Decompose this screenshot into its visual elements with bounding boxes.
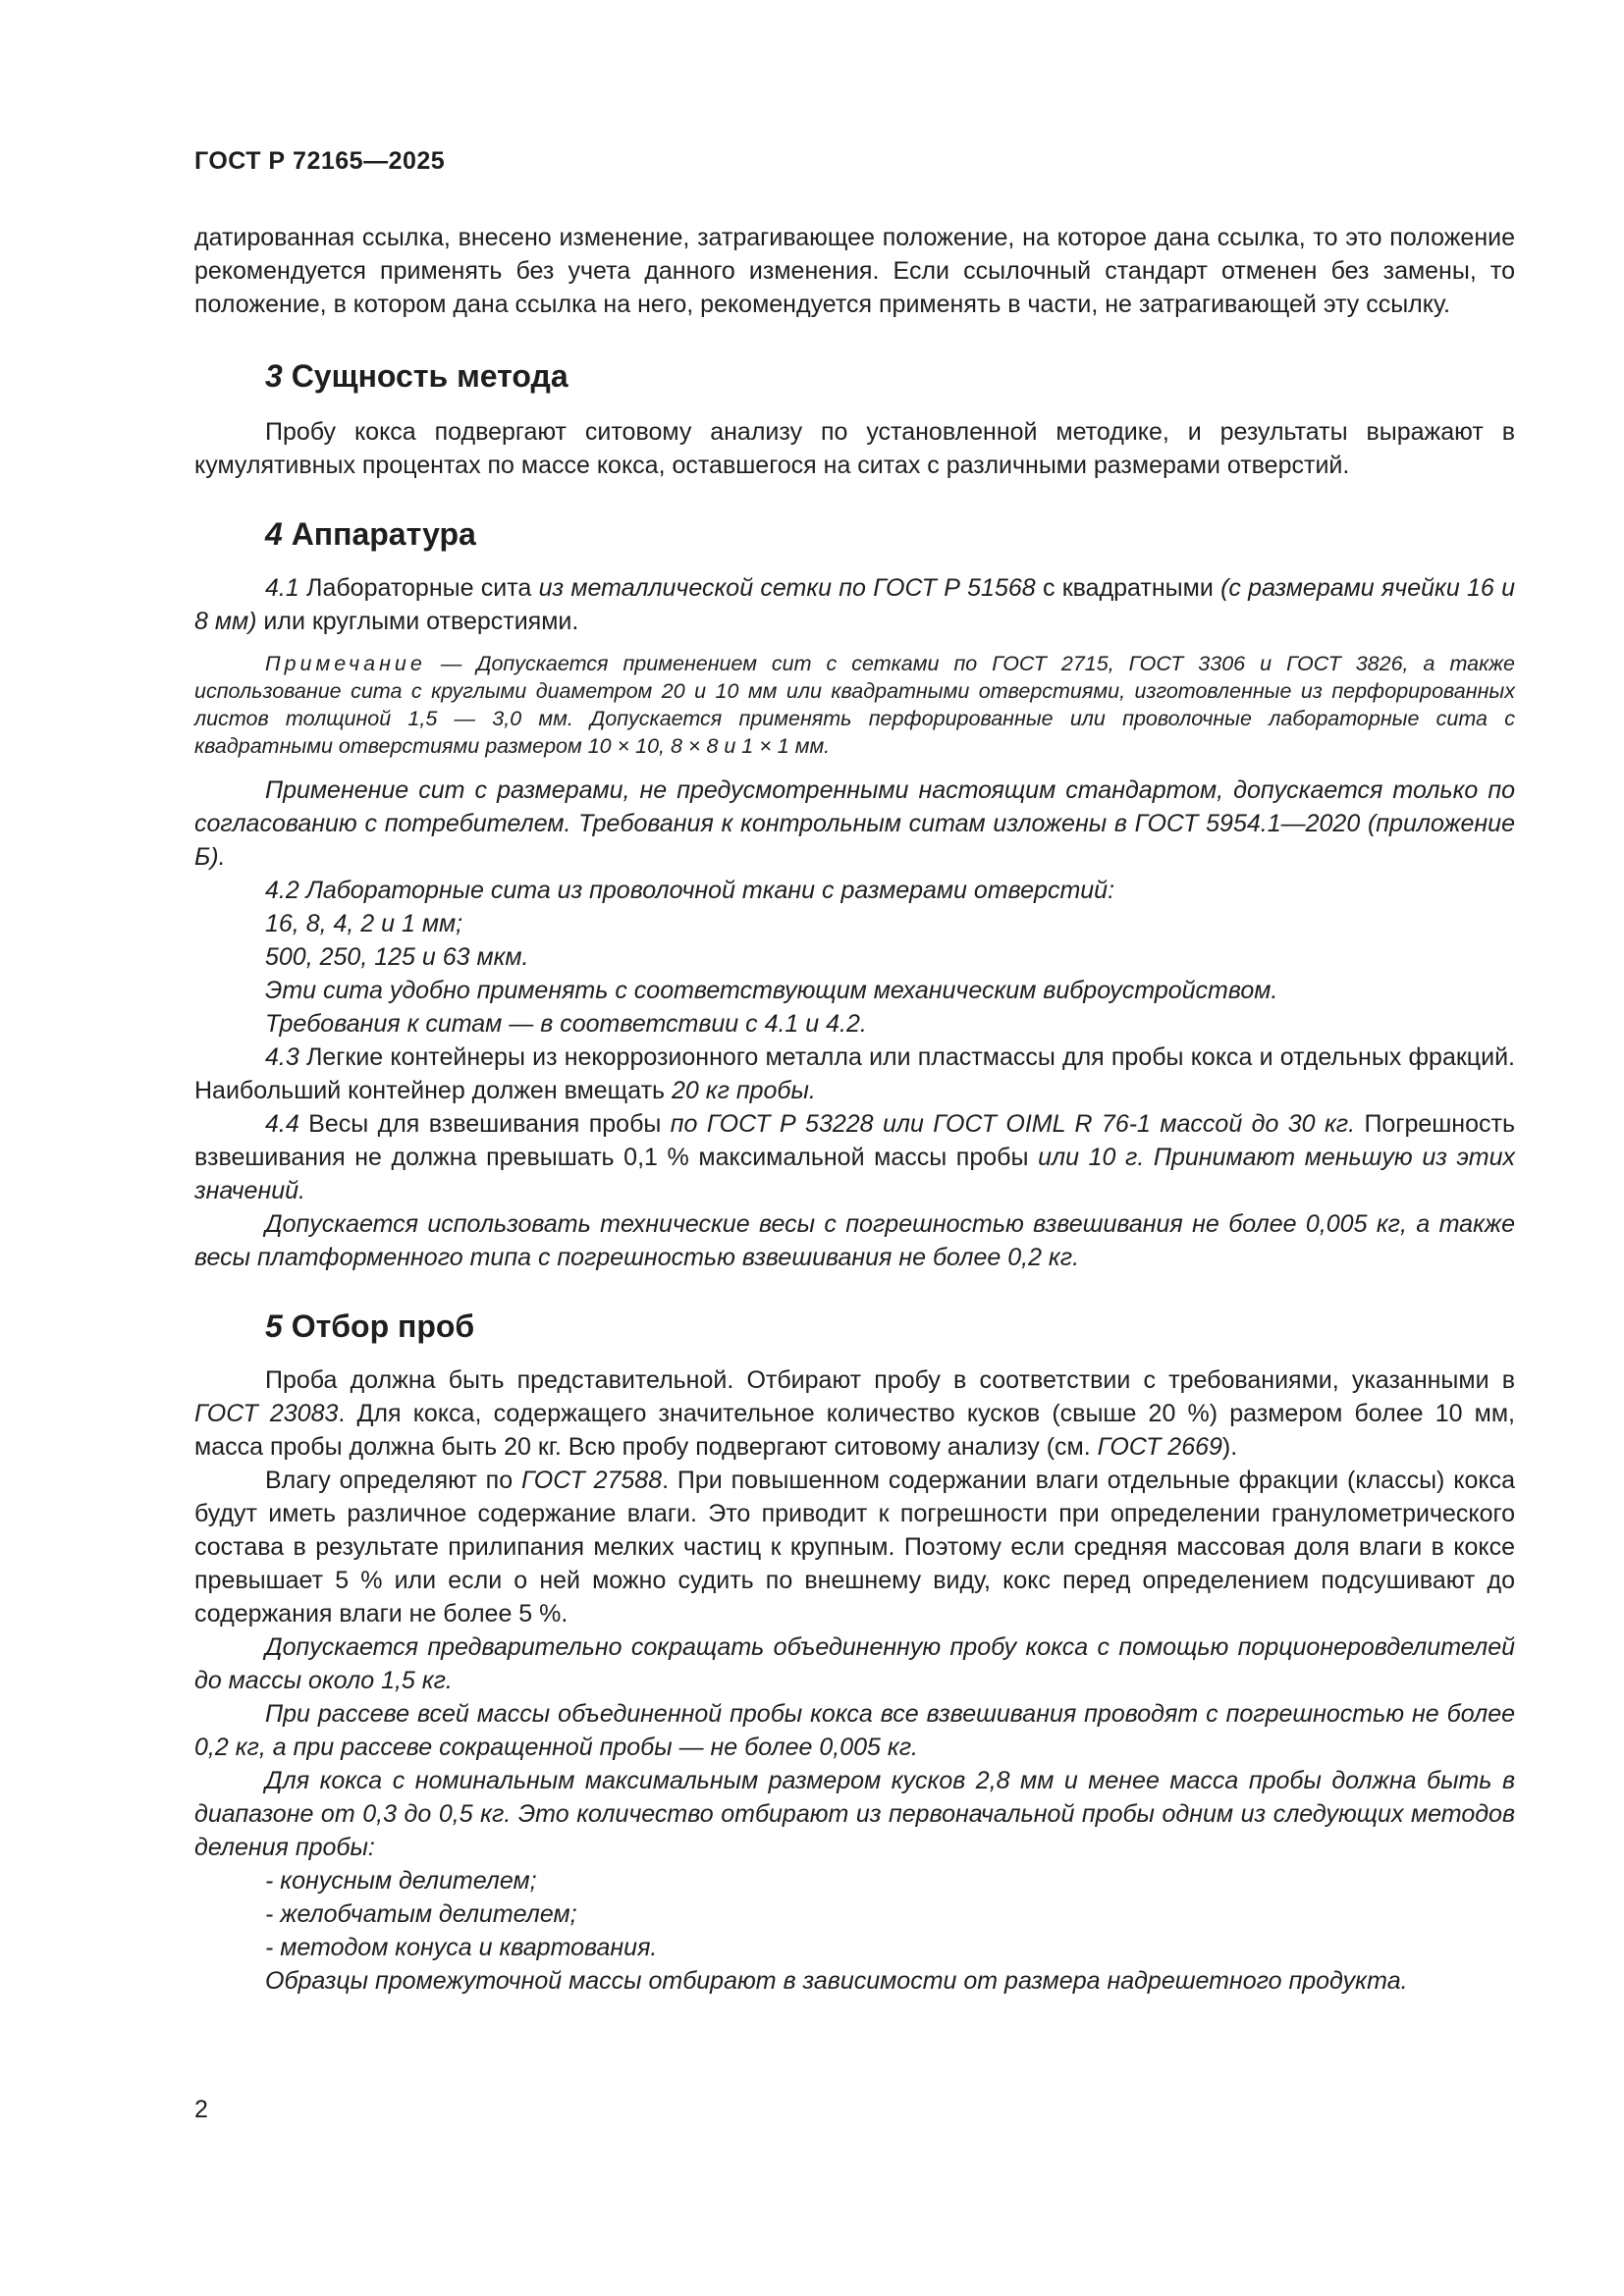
intro-paragraph: датированная ссылка, внесено изменение, затрагивающее положение, на которое дана ссылка, то это положение рекомендуется применять без учета данного изменения. Если ссылочный стандарт отменен без замены, то положение, в котором дана ссылка на него, рекомендуется применять в части, не затрагивающей эту ссылку. bbox=[194, 224, 1515, 318]
clause-4-2-sizes-mm: 16, 8, 4, 2 и 1 мм; bbox=[265, 910, 463, 937]
clause-4-4 bbox=[194, 1107, 1515, 1207]
s5p1-a: Проба должна быть представительной. Отбирают пробу в соответствии с требованиями, указанными в bbox=[265, 1366, 1515, 1394]
list-item: - конусным делителем; bbox=[265, 1867, 537, 1895]
clause-4-3-number: 4.3 bbox=[265, 1043, 299, 1071]
s5p2-a: Влагу определяют по bbox=[265, 1467, 514, 1494]
section-3-heading bbox=[194, 356, 1515, 396]
clause-4-3-text-b: 20 кг пробы. bbox=[672, 1077, 816, 1104]
clause-4-1-text-c: с квадратными bbox=[1042, 574, 1214, 602]
clause-4-3 bbox=[194, 1041, 1515, 1107]
section-4-number: 4 bbox=[265, 516, 283, 552]
clause-4-1 bbox=[194, 571, 1515, 638]
section-4-title: Аппаратура bbox=[291, 516, 476, 552]
clause-4-2-sizes-um: 500, 250, 125 и 63 мкм. bbox=[265, 943, 529, 971]
section-3-paragraph: Пробу кокса подвергают ситовому анализу по установленной методике, и результаты выражают в кумулятивных процентах по массе кокса, оставшегося на ситах с различными размерами отверстий. bbox=[194, 418, 1515, 479]
section-5-paragraph-5: Для кокса с номинальным максимальным размером кусков 2,8 мм и менее масса пробы должна быть в диапазоне от 0,3 до 0,5 кг. Это количество отбирают из первоначальной пробы одним из следующих методов деления пробы: bbox=[194, 1767, 1515, 1861]
clause-4-1-number: 4.1 bbox=[265, 574, 299, 602]
note-label: Примечание bbox=[265, 652, 426, 675]
s5p1-ref-gost-23083: ГОСТ 23083 bbox=[194, 1400, 339, 1427]
section-5-heading bbox=[194, 1307, 1515, 1346]
s5p1-ref-gost-2669: ГОСТ 2669 bbox=[1097, 1433, 1222, 1461]
section-5-number: 5 bbox=[265, 1308, 283, 1344]
clause-4-2-usage: Эти сита удобно применять с соответствующим механическим виброустройством. bbox=[265, 977, 1278, 1004]
clause-4-4-text-c: Погрешность взвешивания не должна превышать 0,1 % максимальной массы пробы bbox=[194, 1110, 1515, 1171]
note-text: — Допускается применением сит с сетками по ГОСТ 2715, ГОСТ 3306 и ГОСТ 3826, а также использование сита с круглыми диаметром 20 и 10 мм или квадратными отверстиями, изготовленные из перфорированных листов толщиной 1,5 — 3,0 мм. Допускается применять перфорированные или проволочные лабораторные сита с квадратными отверстиями размером 10 × 10, 8 × 8 и 1 × 1 мм. bbox=[194, 652, 1515, 758]
clause-4-3-text-a: Легкие контейнеры из некоррозионного металла или пластмассы для пробы кокса и отдельных фракций. Наибольший контейнер должен вмещать bbox=[194, 1043, 1515, 1104]
clause-4-4-scales: Допускается использовать технические весы с погрешностью взвешивания не более 0,005 кг, а также весы платформенного типа с погрешностью взвешивания не более 0,2 кг. bbox=[194, 1210, 1515, 1271]
list-item: - методом конуса и квартования. bbox=[265, 1934, 658, 1961]
clause-4-1-text-d: (с размерами ячейки 16 и 8 мм) bbox=[194, 574, 1515, 635]
page-content bbox=[194, 221, 1515, 1998]
clause-4-4-number: 4.4 bbox=[265, 1110, 299, 1138]
section-5-paragraph-6: Образцы промежуточной массы отбирают в зависимости от размера надрешетного продукта. bbox=[265, 1967, 1408, 1995]
s5p2-ref-gost-27588: ГОСТ 27588 bbox=[521, 1467, 663, 1494]
s5p1-c: ). bbox=[1221, 1433, 1238, 1461]
clause-4-1-text-a: Лабораторные сита bbox=[306, 574, 532, 602]
clause-4-4-text-a: Весы для взвешивания пробы bbox=[308, 1110, 662, 1138]
list-item: - желобчатым делителем; bbox=[265, 1900, 577, 1928]
clause-4-4-text-d: или 10 г. Принимают меньшую из этих значений. bbox=[194, 1144, 1515, 1204]
section-5-paragraph-3: Допускается предварительно сокращать объединенную пробу кокса с помощью порционеровделителей до массы около 1,5 кг. bbox=[194, 1633, 1515, 1694]
section-5-paragraph-1 bbox=[194, 1363, 1515, 1464]
clause-4-2: 4.2 Лабораторные сита из проволочной ткани с размерами отверстий: bbox=[265, 877, 1115, 904]
s5p1-b: . Для кокса, содержащего значительное количество кусков (свыше 20 %) размером более 10 мм, масса пробы должна быть 20 кг. Всю пробу подвергают ситовому анализу (см. bbox=[194, 1400, 1515, 1461]
section-3-number: 3 bbox=[265, 358, 283, 394]
document-header: ГОСТ Р 72165—2025 bbox=[194, 147, 446, 175]
sieve-sizes-paragraph: Применение сит с размерами, не предусмотренными настоящим стандартом, допускается только по согласованию с потребителем. Требования к контрольным ситам изложены в ГОСТ 5954.1—2020 (приложение Б). bbox=[194, 776, 1515, 871]
clause-4-1-text-b: из металлической сетки по ГОСТ Р 51568 bbox=[538, 574, 1036, 602]
section-5-paragraph-2 bbox=[194, 1464, 1515, 1630]
s5p2-b: . При повышенном содержании влаги отдельные фракции (классы) кокса будут иметь различное содержание влаги. Это приводит к погрешности при определении гранулометрического состава в результате прилипания мелких частиц к крупным. Поэтому если средняя массовая доля влаги в коксе превышает 5 % или если о ней можно судить по внешнему виду, кокс перед определением подсушивают до содержания влаги не более 5 %. bbox=[194, 1467, 1515, 1628]
clause-4-2-requirements: Требования к ситам — в соответствии с 4.1 и 4.2. bbox=[265, 1010, 867, 1038]
page-number: 2 bbox=[194, 2096, 208, 2123]
section-5-paragraph-4: При рассеве всей массы объединенной пробы кокса все взвешивания проводят с погрешностью не более 0,2 кг, а при рассеве сокращенной пробы — не более 0,005 кг. bbox=[194, 1700, 1515, 1761]
section-3-title: Сущность метода bbox=[291, 358, 568, 394]
note-4-1 bbox=[194, 650, 1515, 760]
section-5-title: Отбор проб bbox=[291, 1308, 475, 1344]
clause-4-4-text-b: по ГОСТ Р 53228 или ГОСТ OIML R 76-1 массой до 30 кг. bbox=[670, 1110, 1356, 1138]
clause-4-1-text-e: или круглыми отверстиями. bbox=[263, 608, 579, 635]
section-4-heading bbox=[194, 514, 1515, 554]
